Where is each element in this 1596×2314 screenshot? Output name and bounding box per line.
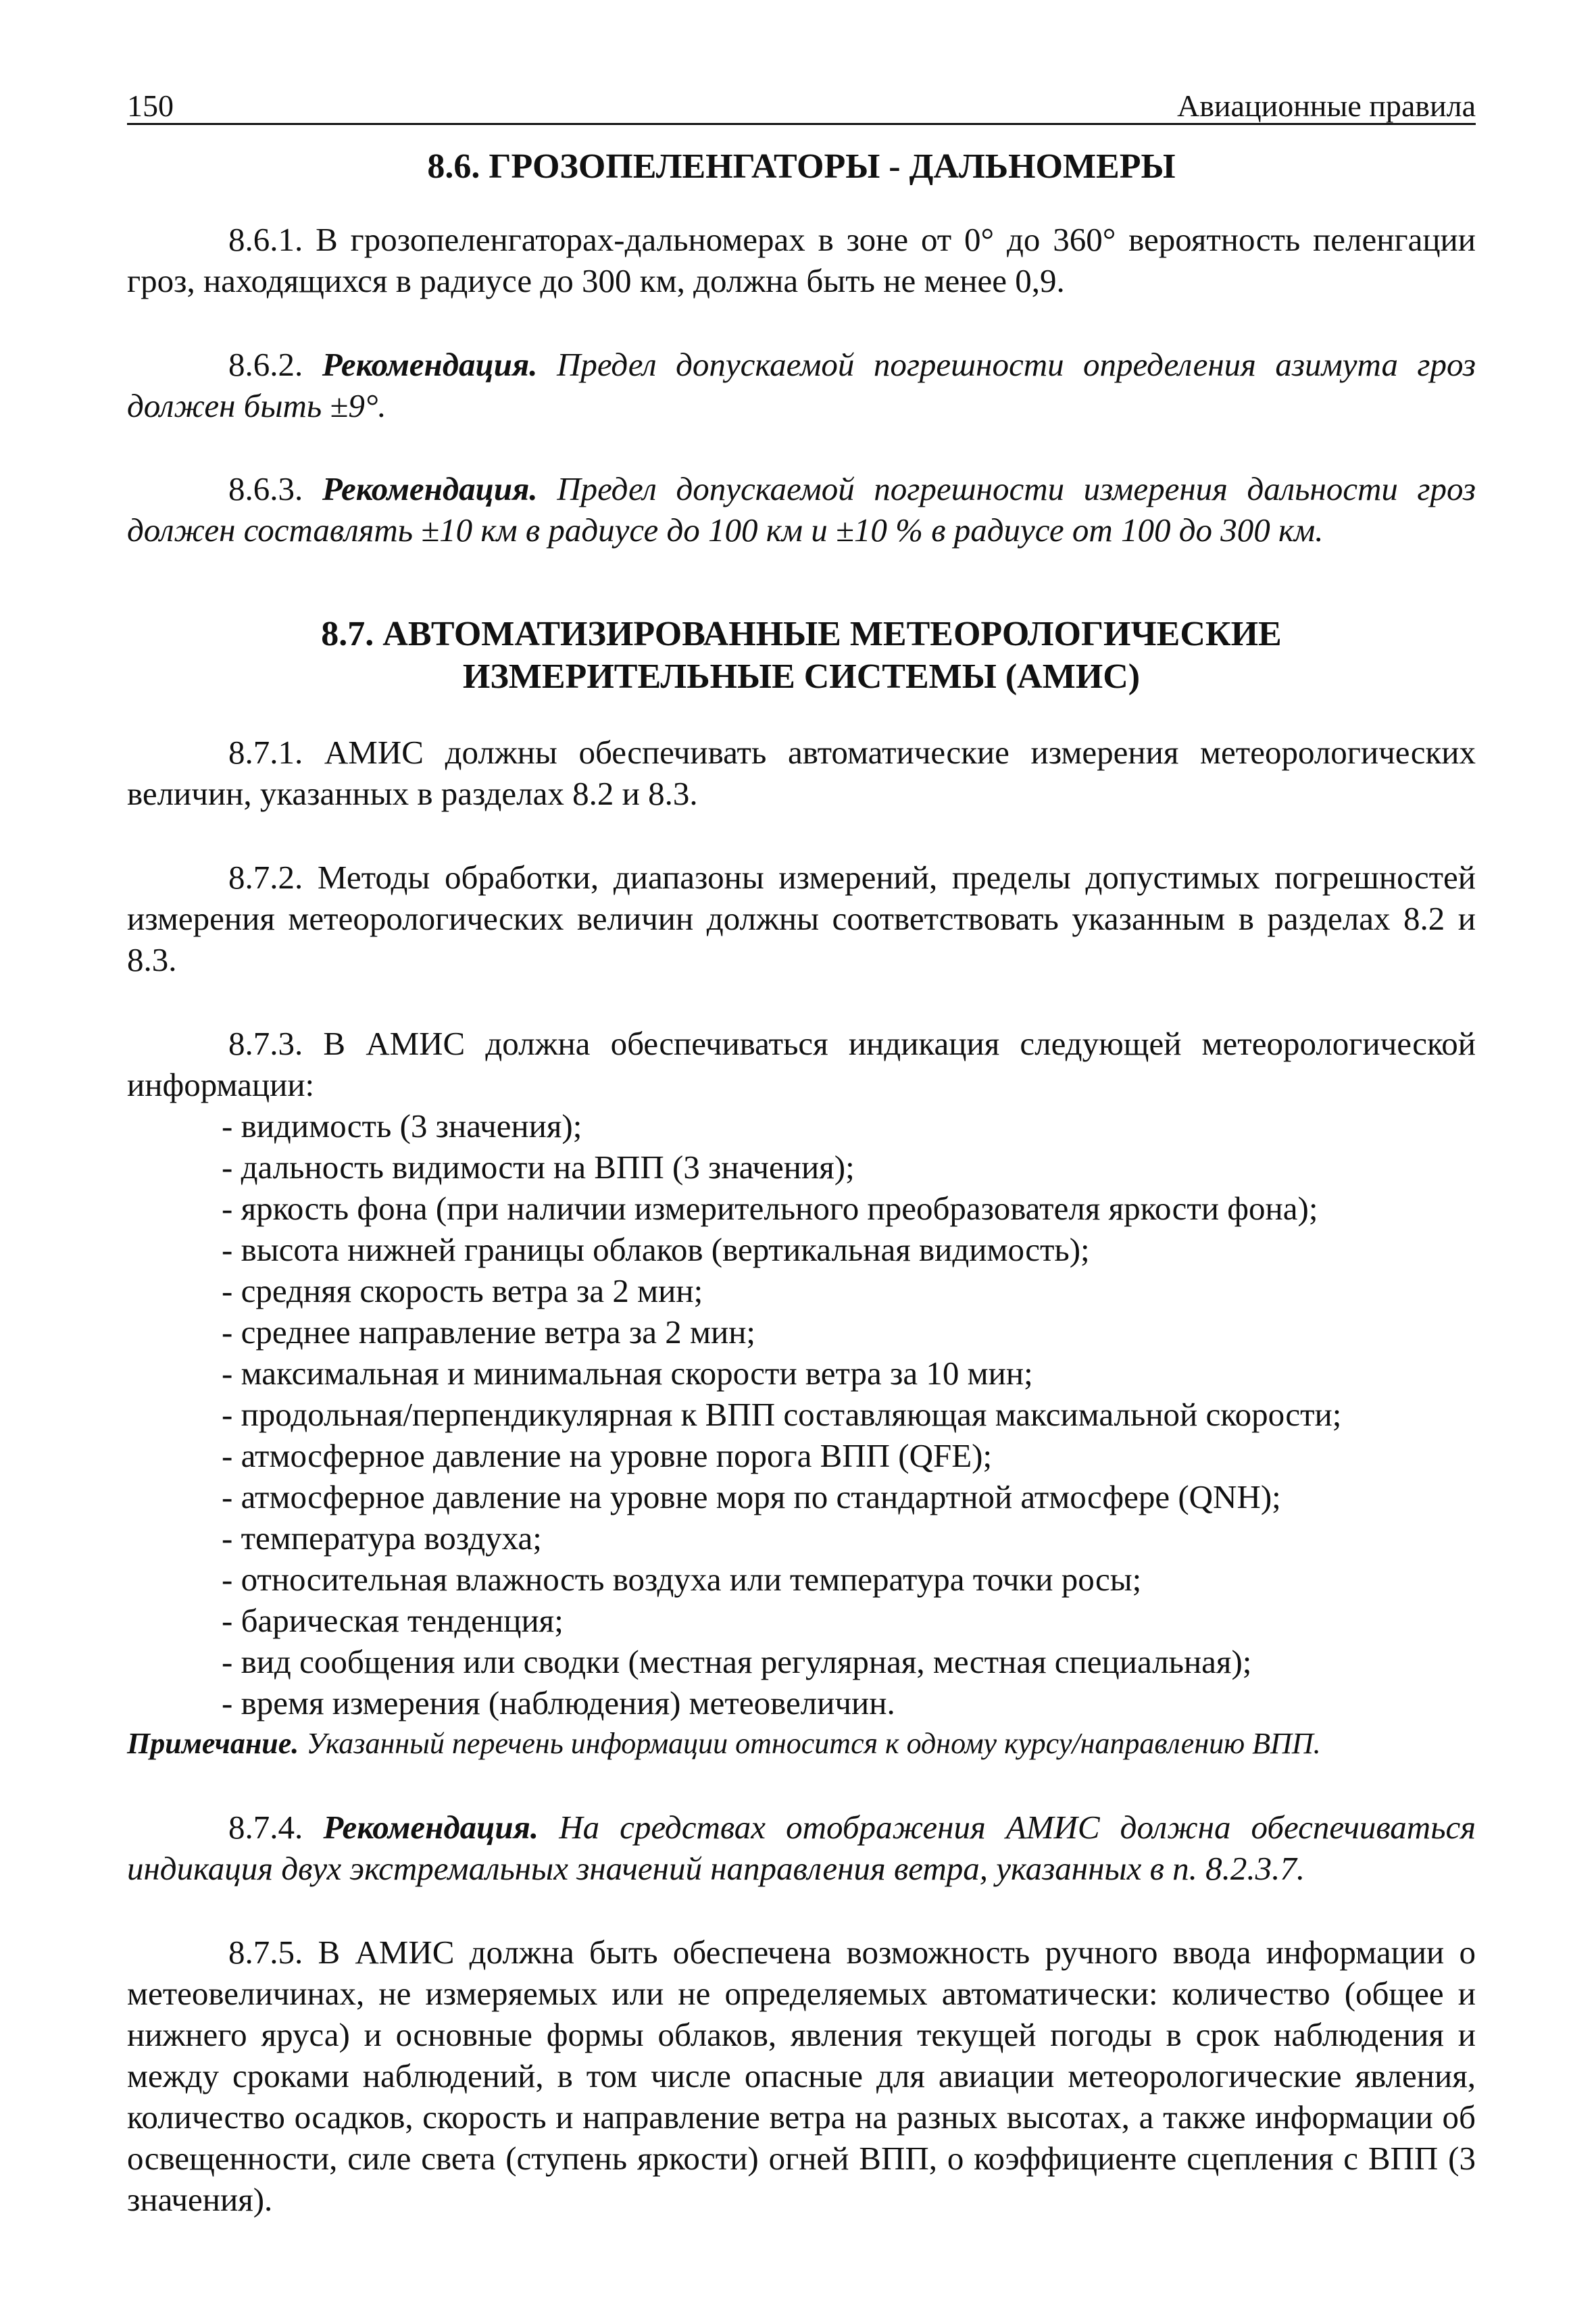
list-item: - относительная влажность воздуха или температура точки росы; [222,1561,1142,1598]
paragraph-8-6-1: 8.6.1. В грозопеленгаторах-дальномерах в зоне от 0° до 360° вероятность пеленгации гроз, находящихся в радиусе до 300 км, должна быть не менее 0,9. [127,221,1476,299]
paragraph-8-7-3: 8.7.3. В АМИС должна обеспечиваться индикация следующей метеорологической информации: [127,1025,1476,1103]
paragraph-8-7-4 [127,1807,1476,1889]
list-item: - барическая тенденция; [222,1602,564,1639]
recommendation-label: Рекомендация. [322,346,538,383]
recommendation-text: Предел допускаемой погрешности измерения дальности гроз должен составлять ±10 км в радиусе до 100 км и ±10 % в радиусе от 100 до 300 км. [127,470,1476,549]
list-item: - атмосферное давление на уровне порога ВПП (QFE); [222,1437,993,1474]
list-item: - дальность видимости на ВПП (3 значения); [222,1149,855,1186]
section-8-6-heading: 8.6. ГРОЗОПЕЛЕНГАТОРЫ - ДАЛЬНОМЕРЫ [427,147,1176,186]
list-item: - высота нижней границы облаков (вертикальная видимость); [222,1231,1090,1268]
page-number: 150 [127,89,174,123]
paragraph-8-7-2: 8.7.2. Методы обработки, диапазоны измерений, пределы допустимых погрешностей измерения метеорологических величин должны соответствовать указанным в разделах 8.2 и 8.3. [127,859,1476,978]
page-content [127,81,1476,2220]
paragraph-8-6-2 [127,344,1476,426]
page-header [127,81,1476,125]
paragraph-number: 8.7.4. [228,1809,303,1846]
list-item: - видимость (3 значения); [222,1107,582,1145]
paragraph-8-6-3 [127,468,1476,551]
recommendation-text: На средствах отображения АМИС должна обеспечиваться индикация двух экстремальных значений направления ветра, указанных в п. 8.2.3.7. [127,1809,1476,1887]
list-item: - продольная/перпендикулярная к ВПП составляющая максимальной скорости; [222,1396,1342,1433]
recommendation-label: Рекомендация. [323,1809,539,1846]
heading-line: ИЗМЕРИТЕЛЬНЫЕ СИСТЕМЫ (АМИС) [462,657,1141,696]
list-item: - средняя скорость ветра за 2 мин; [222,1272,703,1309]
indication-list [127,1105,1476,1724]
list-item: - вид сообщения или сводки (местная регулярная, местная специальная); [222,1643,1252,1680]
note-text: Указанный перечень информации относится к одному курсу/направлению ВПП. [306,1727,1321,1760]
section-8-7-heading [127,613,1476,698]
list-item: - температура воздуха; [222,1519,542,1557]
recommendation-label: Рекомендация. [322,470,538,507]
note-label: Примечание. [127,1727,299,1760]
recommendation-text: Предел допускаемой погрешности определения азимута гроз должен быть ±9°. [127,346,1476,424]
heading-line: 8.7. АВТОМАТИЗИРОВАННЫЕ МЕТЕОРОЛОГИЧЕСКИЕ [321,615,1282,653]
paragraph-8-7-5: 8.7.5. В АМИС должна быть обеспечена возможность ручного ввода информации о метеовеличинах, не измеряемых или не определяемых автоматически: количество (общее и нижнего яруса) и основные формы облаков, явления текущей погоды в срок наблюдения и между сроками наблюдений, в том числе опасные для авиации метеорологические явления, количество осадков, скорость и направление ветра на разных высотах, а также информации об освещенности, силе света (ступень яркости) огней ВПП, о коэффициенте сцепления с ВПП (3 значения). [127,1934,1476,2218]
paragraph-8-7-1: 8.7.1. АМИС должны обеспечивать автоматические измерения метеорологических величин, указанных в разделах 8.2 и 8.3. [127,734,1476,812]
paragraph-number: 8.6.2. [228,346,303,383]
note [127,1724,1476,1764]
list-item: - время измерения (наблюдения) метеовеличин. [222,1684,895,1721]
list-item: - яркость фона (при наличии измерительного преобразователя яркости фона); [222,1190,1318,1227]
paragraph-number: 8.6.3. [228,470,303,507]
list-item: - среднее направление ветра за 2 мин; [222,1313,756,1351]
running-title: Авиационные правила [1176,89,1476,123]
list-item: - максимальная и минимальная скорости ветра за 10 мин; [222,1355,1033,1392]
list-item: - атмосферное давление на уровне моря по стандартной атмосфере (QNH); [222,1478,1281,1515]
